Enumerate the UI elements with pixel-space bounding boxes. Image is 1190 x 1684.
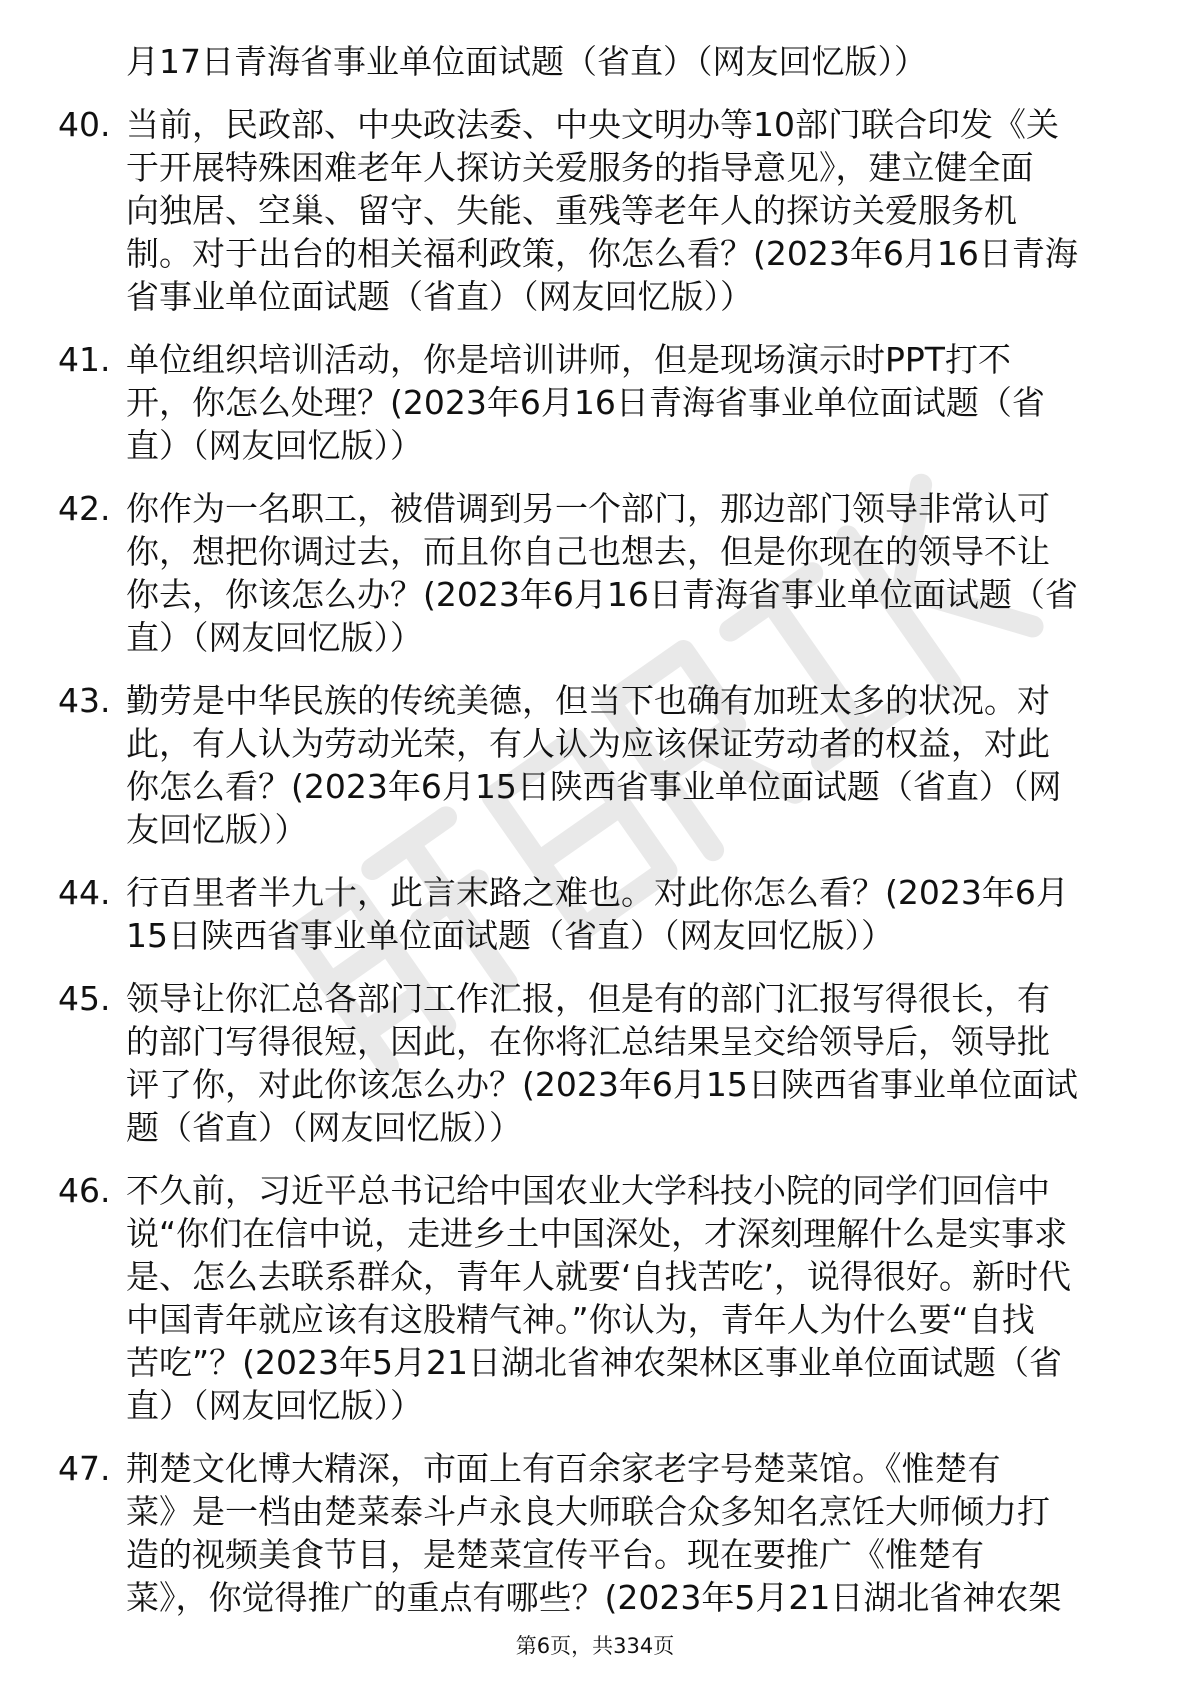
item-text-line: 菜》是一档由楚菜泰斗卢永良大师联合众多知名烹饪大师倾力打 — [126, 1492, 1050, 1531]
item-text — [126, 1169, 1128, 1427]
item-text-line: 直）（网友回忆版）） — [126, 426, 423, 465]
list-item — [58, 338, 1128, 467]
continued-item-text: 月17日青海省事业单位面试题（省直）（网友回忆版）） — [126, 42, 927, 81]
item-text-line: 你，想把你调过去，而且你自己也想去，但是你现在的领导不让 — [126, 532, 1050, 571]
item-number: 44. — [58, 873, 111, 912]
item-text-line: 勤劳是中华民族的传统美德，但当下也确有加班太多的状况。对 — [126, 681, 1050, 720]
item-text-line: 直）（网友回忆版）） — [126, 1386, 423, 1425]
item-text — [126, 871, 1128, 957]
item-text-line: 你去，你该怎么办？(2023年6月16日青海省事业单位面试题（省 — [126, 575, 1078, 614]
item-text-line: 造的视频美食节目，是楚菜宣传平台。现在要推广《惟楚有 — [126, 1535, 984, 1574]
item-text — [126, 977, 1128, 1149]
item-text-line: 是、怎么去联系群众，青年人就要‘自找苦吃’，说得很好。新时代 — [126, 1257, 1071, 1296]
item-text — [126, 103, 1128, 318]
item-text — [126, 1447, 1128, 1619]
item-text-line: 领导让你汇总各部门工作汇报，但是有的部门汇报写得很长，有 — [126, 979, 1050, 1018]
item-text-line: 中国青年就应该有这股精气神。”你认为，青年人为什么要“自找 — [126, 1300, 1035, 1339]
item-text-line: 制。对于出台的相关福利政策，你怎么看？(2023年6月16日青海 — [126, 234, 1078, 273]
item-number: 45. — [58, 979, 111, 1018]
item-text-line: 评了你，对此你该怎么办？(2023年6月15日陕西省事业单位面试 — [126, 1065, 1078, 1104]
item-text-line: 荆楚文化博大精深，市面上有百余家老字号楚菜馆。《惟楚有 — [126, 1449, 1001, 1488]
item-text-line: 单位组织培训活动，你是培训讲师，但是现场演示时PPT打不 — [126, 340, 1011, 379]
item-text-line: 省事业单位面试题（省直）（网友回忆版）） — [126, 277, 753, 316]
item-text-line: 苦吃”？(2023年5月21日湖北省神农架林区事业单位面试题（省 — [126, 1343, 1062, 1382]
item-text-line: 当前，民政部、中央政法委、中央文明办等10部门联合印发《关 — [126, 105, 1059, 144]
list-item — [58, 487, 1128, 659]
item-text-line: 说“你们在信中说，走进乡土中国深处，才深刻理解什么是实事求 — [126, 1214, 1068, 1253]
item-text-line: 行百里者半九十，此言末路之难也。对此你怎么看？(2023年6月 — [126, 873, 1069, 912]
item-text-line: 题（省直）（网友回忆版）） — [126, 1108, 522, 1147]
page-number: 第6页，共334页 — [515, 1634, 675, 1658]
item-number: 46. — [58, 1171, 111, 1210]
item-number: 42. — [58, 489, 111, 528]
item-number: 41. — [58, 340, 111, 379]
question-list — [58, 40, 1128, 1619]
list-item — [58, 871, 1128, 957]
item-text-line: 于开展特殊困难老年人探访关爱服务的指导意见》，建立健全面 — [126, 148, 1034, 187]
items-container — [58, 103, 1128, 1619]
item-number: 43. — [58, 681, 111, 720]
item-text — [126, 679, 1128, 851]
item-number: 47. — [58, 1449, 111, 1488]
item-text-line: 直）（网友回忆版）） — [126, 618, 423, 657]
item-text-line: 菜》，你觉得推广的重点有哪些？(2023年5月21日湖北省神农架 — [126, 1578, 1062, 1617]
list-item — [58, 679, 1128, 851]
item-text-line: 你作为一名职工，被借调到另一个部门，那边部门领导非常认可 — [126, 489, 1050, 528]
item-text-line: 的部门写得很短，因此，在你将汇总结果呈交给领导后，领导批 — [126, 1022, 1050, 1061]
item-number: 40. — [58, 105, 111, 144]
list-item — [58, 103, 1128, 318]
item-text — [126, 487, 1128, 659]
item-text-line: 你怎么看？(2023年6月15日陕西省事业单位面试题（省直）（网 — [126, 767, 1062, 806]
list-item — [58, 977, 1128, 1149]
item-text-line: 向独居、空巢、留守、失能、重残等老年人的探访关爱服务机 — [126, 191, 1017, 230]
item-text — [126, 338, 1128, 467]
item-text-line: 15日陕西省事业单位面试题（省直）（网友回忆版）） — [126, 916, 894, 955]
list-item — [58, 1447, 1128, 1619]
item-text-line: 不久前，习近平总书记给中国农业大学科技小院的同学们回信中 — [126, 1171, 1050, 1210]
list-item — [58, 1169, 1128, 1427]
item-text-line: 友回忆版）） — [126, 810, 308, 849]
item-text-line: 此，有人认为劳动光荣，有人认为应该保证劳动者的权益，对此 — [126, 724, 1050, 763]
item-text-line: 开，你怎么处理？(2023年6月16日青海省事业单位面试题（省 — [126, 383, 1045, 422]
